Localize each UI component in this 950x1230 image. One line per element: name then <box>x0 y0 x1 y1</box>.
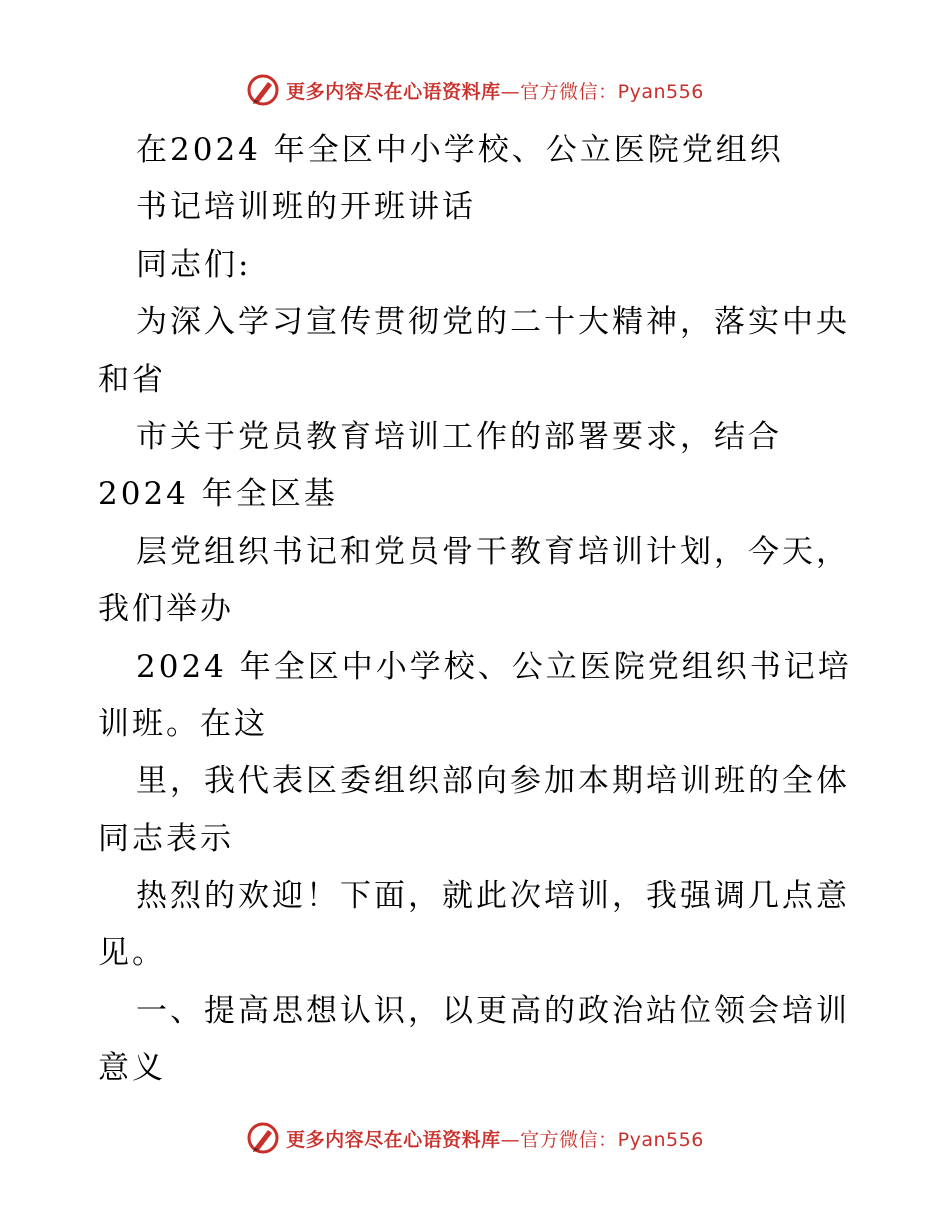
paragraph-line: 热烈的欢迎！下面，就此次培训，我强调几点意 <box>136 878 850 915</box>
section-heading-line: 一、提高思想认识，以更高的政治站位领会培训 <box>136 992 850 1029</box>
watermark-sub-text: 官方微信：Pyan556 <box>520 1128 704 1151</box>
watermark-text <box>286 1125 704 1152</box>
section-heading-line: 意义 <box>98 1050 166 1087</box>
paragraph-line: 2024 年全区基 <box>98 476 338 513</box>
paragraph-line: 同志表示 <box>98 820 234 857</box>
paragraph-line: 市关于党员教育培训工作的部署要求，结合 <box>136 418 782 455</box>
watermark-main-text: 更多内容尽在心语资料库 <box>286 1128 501 1151</box>
paragraph-line: 里，我代表区委组织部向参加本期培训班的全体 <box>136 763 850 800</box>
footer-watermark-banner <box>0 1118 950 1158</box>
pen-logo-icon <box>246 73 280 107</box>
header-watermark-banner <box>0 70 950 110</box>
watermark-sub-text: 官方微信：Pyan556 <box>520 80 704 103</box>
paragraph-line: 和省 <box>98 361 166 398</box>
watermark-text <box>286 77 704 104</box>
watermark-dash: — <box>500 1128 521 1151</box>
paragraph-line: 见。 <box>98 935 166 972</box>
paragraph-line: 2024 年全区中小学校、公立医院党组织书记培 <box>136 648 852 685</box>
watermark-dash: — <box>500 80 521 103</box>
paragraph-line: 训班。在这 <box>98 705 268 742</box>
title-line-1: 在2024 年全区中小学校、公立医院党组织 <box>136 132 784 168</box>
watermark-main-text: 更多内容尽在心语资料库 <box>286 80 501 103</box>
document-body <box>98 122 868 1098</box>
pen-logo-icon <box>246 1121 280 1155</box>
paragraph-line: 为深入学习宣传贯彻党的二十大精神，落实中央 <box>136 304 850 341</box>
paragraph-line: 层党组织书记和党员骨干教育培训计划，今天， <box>136 533 850 570</box>
salutation-line: 同志们: <box>136 246 252 283</box>
paragraph-line: 我们举办 <box>98 591 234 628</box>
title-line-2: 书记培训班的开班讲话 <box>136 189 476 226</box>
